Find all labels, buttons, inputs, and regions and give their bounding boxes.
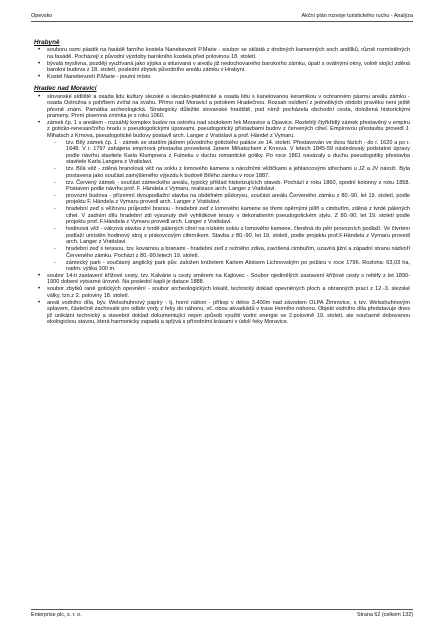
sub-list-item: - hradební zeď s věžovou průjezdní branou - hradební zeď z lomového kamene se třemi opěrnými pilíři s cimbuřím, zděná z tvrdé pálených cihel. V zadním dílu hradební zdi vysunuty dvě vyhlídkové terasy v dekorativním pseudogotickém stylu. Z 80.-90. let 19. století podle projektu prof. F.Händela z Vymaru provedl arch. Langer z Vratislavi. [66, 206, 410, 225]
sub-list-item: - tzv. Červený zámek - součást zámeckého areálu, typický příklad historizujících staveb. Pochází z roku 1860, spodní kolonny z roku 1858. Postaven podle návrhu prof. F. Händela z Vymaru, realizace arch. Langer z Vratislavi. [66, 180, 410, 193]
header-left: Opevsko [31, 13, 53, 19]
bullet-list [34, 47, 410, 80]
list-item: • bývalá myslivna, později využívaná jako sýpka a situovaná v areálu již nedochovaného barokního zámku, úpatí s oválnými okny, volně stojící zděná barokní budova z 18. století, poslední zbytek původního areálu zámku v Hrabyni. [47, 61, 410, 74]
header-right: Akční plán rozvoje turistického ruchu - Analýza [301, 13, 413, 19]
sub-list-item: - hradební zeď s terasou, tzv. kovárnou a branami - hradební zeď z režného zdiva, završená cimbuřím, uzavírá jižní a západní stranu nádvoří Červeného zámku. Pochází z 80.-90.letech 19. století. [66, 246, 410, 259]
list-item: • soubor zbytků raně gotických opevnění - soubor archeologických lokalit, technický doklad opevněných ploch a obranných prací z 12.-3. slezské války, tzn.z 2. poloviny 18. století. [47, 286, 410, 299]
page-footer [31, 609, 413, 618]
section-hrabyne [34, 40, 410, 81]
sub-list-item: - tzv. Bílá věž - zděná hranolová věž na soklu z lomového kamene s nárožními věžičkami a jehlancovými střechami u JZ a JV nároží. Byla postavena jako součást zamýšleného výjezdu k budově Bílého zámku v roce 1887. [66, 166, 410, 179]
list-item: • soubor 14-ti zastavení křížové cesty, tzv. Kalvárie u cesty směrem na Kajlovec - Soubor ojedinělých zastavení křížové cesty s reliéfy z let 1890-1900 doberé vytvarné úrovně. Na poslední kapli je datace 1888. [47, 273, 410, 286]
sub-list-item: - zámecký park - součásný anglický park pův. založen knížetem Karlem Aloisem Lichnovským po požáru v roce 1796. Rozloha: 63,03 ha, nadm. výška 300 m. [66, 260, 410, 273]
list-item: • Kostel Nanebevzetí P.Marie - poutní místo [47, 74, 410, 80]
list-item: • areál vodního díla, býv. Welsshuhnový papíry - tj. horní náhon - příkop v délce 3.400m nad závodem OLPA Žimrovice, s tzv. Welsshuhnovým splavem, částečně zachovalé pro odběr vody z řeky do náhonu, vč. obou akvaduktů v trase Horního náhonu. Objekt vodního díla představuje dnes již unikátní technický a stavební doklad dokumentující nejen způsob využití vodní energie ve 2.polovině 19. století, ale současně dobovanou ekologickou stavou, která harmonicky zapadá a splývá s přírodními krásami v údolí řeky Moravice. [47, 300, 410, 326]
sub-list-item: - provozní budova - přízemní dvoupodlažní stavba na obdélném půdorysu, součást areálu Červeného zámku z 80.-90. let 19. století, podle projektu F. Händela z Vymaru provedl arch. Langer z Vratislavi. [66, 193, 410, 206]
list-item [47, 120, 410, 272]
list-item: • souboru osmi plastik na fasádě farního kostela Nanebevzetí P.Marie - soubor se skládá z drobných kamenných soch andílků, různě rozmístěných na fasádě. Pocházejí z původní výzdoby barokního kostela před polovinou 18. století. [47, 47, 410, 60]
list-item: • slovanské sídliště a osada lidu kultury slezské a slezsko-platěnické a osada lidu s kanelovanou keramikou v ochranném pásmu areálu zámku - osada Ostrožna s pohřbem zvířat na svahu. Přímo nad Moravicí a potokem Hradečnou. Rozsah osídlení z jednotlivých období pravěku není ještě přesně znám. Památka archeologická. Strategicky důležité slovanské hradiště, pod nímž pocházela obchodní cesta, doložená historickými prameny. První písemná zmínka je z roku 1060. [47, 94, 410, 120]
sub-list-item: - tzv. Bílý zámek čp. 1 - zámek se starším jádrem původního gotického paláce ze 14. století. Přestavován ve dvou fázích - do r. 1620 a po r. 1648. V r. 1797 zahájena empírová přestavba provedená Janem Mihatschem z Krnova. V letech 1845-59 následovaly podstatné úpravy podle návrhu stavitele Karla Klumpnera z Fulneku v duchu romantické gotiky. Po roce 1861 navázaly u duchu pseudogotiky přestavba stavitele Karla Langera z Vratislavi. [66, 140, 410, 166]
page-number: Strana 62 (celkem 132) [356, 612, 413, 618]
dash-list [47, 140, 410, 273]
document-body [34, 40, 410, 326]
bullet-list [34, 94, 410, 326]
list-item-text: zámek čp. 1 s areálem - rozsáhlý komplex budov na ostrohu nad soutokem řek Moravice a Opavice. Rozlehlý čtyřkřídlý zámek přestavěný v empíru z goticko-renesančního hradu s pseudogotickými úpravami, pseudogotický přístavbami budov z červených cihel. Empírovou přestavbu provedl J. Mihatsch z Krnova, pseudogotické budovy postavil arch. Langer z Vratislavi a prof. Händel z Vymaru. [47, 119, 410, 139]
section-hradec [34, 86, 410, 325]
section-title: Hradec nad Moravicí [34, 85, 97, 93]
page-header [31, 13, 413, 22]
footer-left: Enterprise plc, s. r. o. [31, 612, 82, 618]
sub-list-item: - hodinová věž - válcová stavba z tvrdě pálených cihel na nízkém soklu z lomového kamene, členěná do pěti provozních podlaží. Ve čtvrtém podlaží umístěn hodinový stroj s pískovcovým ciferníkem. Stavba z 80.-90. let 19. století, podle projektu prof.F.Händela z Vymaru provedl arch. Langer z Vratislavi. [66, 226, 410, 245]
section-title: Hrabyně [34, 39, 60, 46]
